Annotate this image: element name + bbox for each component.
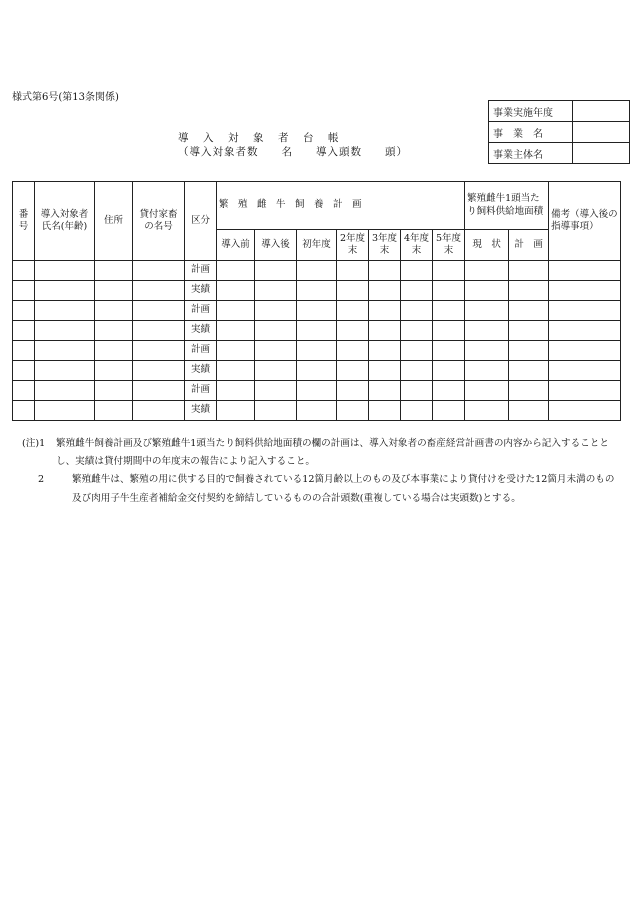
entry-cell[interactable] bbox=[255, 301, 297, 321]
header-breeding-plan: 繁 殖 雌 牛 飼 養 計 画 bbox=[217, 182, 465, 230]
entry-cell[interactable] bbox=[255, 321, 297, 341]
entry-cell[interactable] bbox=[433, 381, 465, 401]
entry-cell[interactable] bbox=[297, 321, 337, 341]
project-name-value[interactable] bbox=[573, 122, 630, 143]
entry-cell[interactable] bbox=[465, 341, 509, 361]
entry-cell[interactable] bbox=[95, 261, 133, 281]
notes bbox=[22, 435, 622, 508]
entry-cell[interactable] bbox=[433, 261, 465, 281]
page-title: 導 入 対 象 者 台 帳 bbox=[178, 132, 341, 144]
entry-cell[interactable] bbox=[13, 401, 35, 421]
table-row bbox=[13, 281, 621, 301]
entry-cell[interactable] bbox=[465, 261, 509, 281]
header-after: 導入後 bbox=[255, 230, 297, 261]
entry-cell[interactable] bbox=[217, 401, 255, 421]
entry-cell[interactable] bbox=[13, 281, 35, 301]
entry-cell[interactable] bbox=[369, 301, 401, 321]
header-current: 現 状 bbox=[465, 230, 509, 261]
entry-cell[interactable] bbox=[133, 341, 185, 361]
table-row bbox=[13, 341, 621, 361]
form-number: 様式第6号(第13条関係) bbox=[12, 92, 119, 103]
entry-cell[interactable] bbox=[13, 301, 35, 321]
entry-cell[interactable] bbox=[369, 341, 401, 361]
entry-cell[interactable] bbox=[369, 261, 401, 281]
entry-cell[interactable] bbox=[255, 361, 297, 381]
entry-cell[interactable] bbox=[133, 361, 185, 381]
entry-cell[interactable] bbox=[401, 301, 433, 321]
entry-cell[interactable] bbox=[509, 281, 549, 301]
entry-cell[interactable] bbox=[337, 401, 369, 421]
entry-cell[interactable] bbox=[95, 321, 133, 341]
entry-cell[interactable] bbox=[369, 381, 401, 401]
header-livestock-name: 貸付家畜の名号 bbox=[133, 182, 185, 261]
entry-cell[interactable] bbox=[337, 341, 369, 361]
entry-cell[interactable] bbox=[465, 381, 509, 401]
entry-cell[interactable] bbox=[255, 381, 297, 401]
header-year4: 4年度末 bbox=[401, 230, 433, 261]
entry-cell[interactable] bbox=[401, 401, 433, 421]
entry-cell[interactable] bbox=[35, 281, 95, 301]
table-row bbox=[13, 401, 621, 421]
entry-cell[interactable] bbox=[401, 361, 433, 381]
note-2 bbox=[22, 471, 622, 507]
entry-cell[interactable] bbox=[217, 281, 255, 301]
entry-cell[interactable] bbox=[95, 341, 133, 361]
entry-cell[interactable] bbox=[465, 321, 509, 341]
entry-cell[interactable] bbox=[35, 301, 95, 321]
project-name-label: 事 業 名 bbox=[489, 122, 573, 143]
entry-cell[interactable] bbox=[509, 361, 549, 381]
kubun-cell: 計画 bbox=[185, 381, 217, 401]
note-2-text: 繁殖雌牛は、繁殖の用に供する目的で飼養されている12箇月齢以上のもの及び本事業により貸付けを受けた12箇月未満のもの及び肉用子牛生産者補給金交付契約を締結しているものの合計頭数(重複している場合は実頭数)とする。 bbox=[72, 474, 615, 504]
entry-cell[interactable] bbox=[465, 361, 509, 381]
entry-cell[interactable] bbox=[549, 401, 621, 421]
kubun-cell: 計画 bbox=[185, 301, 217, 321]
entry-cell[interactable] bbox=[13, 321, 35, 341]
entry-cell[interactable] bbox=[549, 341, 621, 361]
entry-cell[interactable] bbox=[401, 381, 433, 401]
page-subtitle: （導入対象者数 名 導入頭数 頭） bbox=[178, 146, 408, 158]
entry-cell[interactable] bbox=[549, 261, 621, 281]
entry-cell[interactable] bbox=[13, 341, 35, 361]
note-1-number: (注)1 bbox=[22, 438, 46, 449]
entry-cell[interactable] bbox=[509, 261, 549, 281]
entry-cell[interactable] bbox=[35, 341, 95, 361]
entry-cell[interactable] bbox=[433, 401, 465, 421]
entry-cell[interactable] bbox=[549, 301, 621, 321]
entry-cell[interactable] bbox=[217, 261, 255, 281]
entry-cell[interactable] bbox=[297, 381, 337, 401]
entry-cell[interactable] bbox=[297, 261, 337, 281]
entry-cell[interactable] bbox=[35, 361, 95, 381]
entry-cell[interactable] bbox=[133, 321, 185, 341]
entry-cell[interactable] bbox=[401, 341, 433, 361]
entry-cell[interactable] bbox=[297, 361, 337, 381]
register-table bbox=[12, 181, 621, 421]
kubun-cell: 実績 bbox=[185, 361, 217, 381]
header-feed-area: 繁殖雌牛1頭当たり飼料供給地面積 bbox=[465, 182, 549, 230]
header-plan: 計 画 bbox=[509, 230, 549, 261]
entry-cell[interactable] bbox=[255, 261, 297, 281]
kubun-cell: 計画 bbox=[185, 261, 217, 281]
header-year3: 3年度末 bbox=[369, 230, 401, 261]
kubun-cell: 計画 bbox=[185, 341, 217, 361]
entry-cell[interactable] bbox=[509, 301, 549, 321]
note-1 bbox=[22, 435, 622, 471]
entry-cell[interactable] bbox=[35, 401, 95, 421]
entry-cell[interactable] bbox=[465, 401, 509, 421]
entry-cell[interactable] bbox=[549, 281, 621, 301]
entry-cell[interactable] bbox=[217, 381, 255, 401]
header-name: 導入対象者氏名(年齢) bbox=[35, 182, 95, 261]
entry-cell[interactable] bbox=[369, 281, 401, 301]
entry-cell[interactable] bbox=[433, 281, 465, 301]
project-year-value[interactable] bbox=[573, 101, 630, 122]
entry-cell[interactable] bbox=[369, 321, 401, 341]
entry-cell[interactable] bbox=[465, 301, 509, 321]
table-row bbox=[13, 261, 621, 281]
entry-cell[interactable] bbox=[95, 281, 133, 301]
header-year5: 5年度末 bbox=[433, 230, 465, 261]
entry-cell[interactable] bbox=[549, 321, 621, 341]
entry-cell[interactable] bbox=[369, 401, 401, 421]
entry-cell[interactable] bbox=[433, 361, 465, 381]
entry-cell[interactable] bbox=[337, 301, 369, 321]
kubun-cell: 実績 bbox=[185, 401, 217, 421]
header-kubun: 区分 bbox=[185, 182, 217, 261]
entry-cell[interactable] bbox=[433, 301, 465, 321]
entry-cell[interactable] bbox=[35, 261, 95, 281]
kubun-cell: 実績 bbox=[185, 281, 217, 301]
entry-cell[interactable] bbox=[95, 401, 133, 421]
entry-cell[interactable] bbox=[337, 261, 369, 281]
header-address: 住所 bbox=[95, 182, 133, 261]
entry-cell[interactable] bbox=[133, 401, 185, 421]
entry-cell[interactable] bbox=[297, 301, 337, 321]
entry-cell[interactable] bbox=[217, 321, 255, 341]
entry-cell[interactable] bbox=[255, 401, 297, 421]
entry-cell[interactable] bbox=[35, 381, 95, 401]
project-entity-label: 事業主体名 bbox=[489, 143, 573, 164]
table-row bbox=[13, 361, 621, 381]
entry-cell[interactable] bbox=[433, 341, 465, 361]
entry-cell[interactable] bbox=[509, 401, 549, 421]
entry-cell[interactable] bbox=[255, 341, 297, 361]
entry-cell[interactable] bbox=[401, 281, 433, 301]
table-row bbox=[13, 301, 621, 321]
entry-cell[interactable] bbox=[217, 301, 255, 321]
table-row bbox=[13, 381, 621, 401]
entry-cell[interactable] bbox=[133, 281, 185, 301]
note-1-text: 繁殖雌牛飼養計画及び繁殖雌牛1頭当たり飼料供給地面積の欄の計画は、導入対象者の畜産経営計画書の内容から記入することとし、実績は貸付期間中の年度末の報告により記入すること。 bbox=[56, 438, 609, 468]
entry-cell[interactable] bbox=[433, 321, 465, 341]
entry-cell[interactable] bbox=[133, 261, 185, 281]
entry-cell[interactable] bbox=[509, 341, 549, 361]
entry-cell[interactable] bbox=[549, 361, 621, 381]
entry-cell[interactable] bbox=[13, 361, 35, 381]
entry-cell[interactable] bbox=[133, 381, 185, 401]
project-info-box bbox=[488, 100, 630, 164]
entry-cell[interactable] bbox=[509, 381, 549, 401]
entry-cell[interactable] bbox=[13, 381, 35, 401]
entry-cell[interactable] bbox=[95, 361, 133, 381]
entry-cell[interactable] bbox=[401, 261, 433, 281]
note-2-number: 2 bbox=[38, 474, 45, 486]
entry-cell[interactable] bbox=[369, 361, 401, 381]
entry-cell[interactable] bbox=[297, 341, 337, 361]
entry-cell[interactable] bbox=[549, 381, 621, 401]
project-entity-value[interactable] bbox=[573, 143, 630, 164]
entry-cell[interactable] bbox=[95, 381, 133, 401]
entry-cell[interactable] bbox=[255, 281, 297, 301]
entry-cell[interactable] bbox=[217, 341, 255, 361]
header-number: 番号 bbox=[13, 182, 35, 261]
table-row bbox=[13, 321, 621, 341]
entry-cell[interactable] bbox=[337, 361, 369, 381]
project-year-label: 事業実施年度 bbox=[489, 101, 573, 122]
entry-cell[interactable] bbox=[133, 301, 185, 321]
entry-cell[interactable] bbox=[337, 281, 369, 301]
entry-cell[interactable] bbox=[337, 321, 369, 341]
header-year1: 初年度 bbox=[297, 230, 337, 261]
entry-cell[interactable] bbox=[95, 301, 133, 321]
kubun-cell: 実績 bbox=[185, 321, 217, 341]
entry-cell[interactable] bbox=[13, 261, 35, 281]
header-before: 導入前 bbox=[217, 230, 255, 261]
entry-cell[interactable] bbox=[401, 321, 433, 341]
entry-cell[interactable] bbox=[465, 281, 509, 301]
entry-cell[interactable] bbox=[297, 281, 337, 301]
entry-cell[interactable] bbox=[297, 401, 337, 421]
header-year2: 2年度末 bbox=[337, 230, 369, 261]
entry-cell[interactable] bbox=[35, 321, 95, 341]
entry-cell[interactable] bbox=[337, 381, 369, 401]
header-remarks: 備考（導入後の指導事項） bbox=[549, 182, 621, 261]
entry-cell[interactable] bbox=[217, 361, 255, 381]
entry-cell[interactable] bbox=[509, 321, 549, 341]
